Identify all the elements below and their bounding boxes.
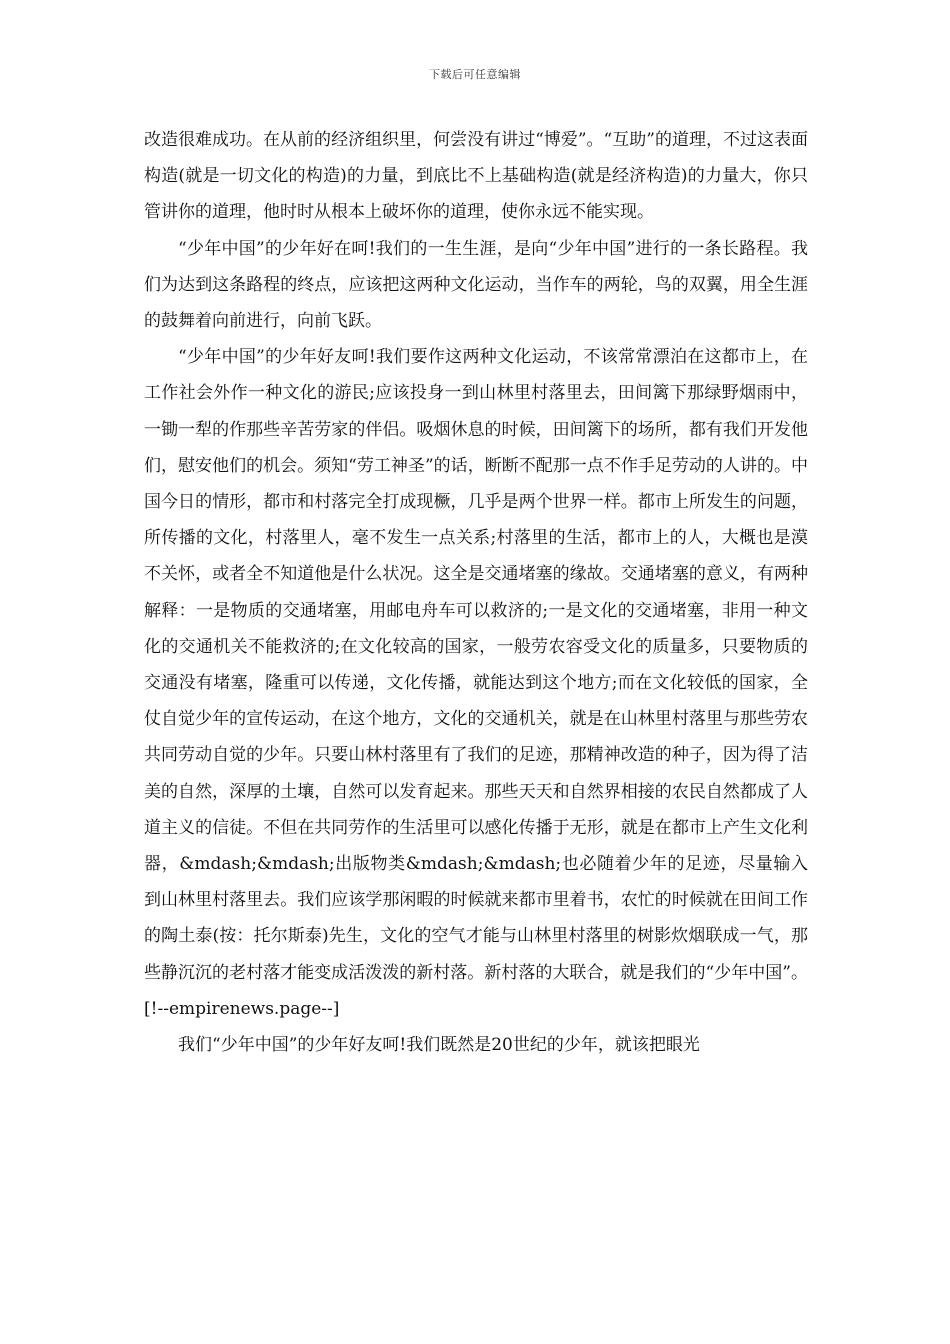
page-header: 下载后可任意编辑: [429, 68, 521, 81]
article-body: [144, 122, 808, 1063]
paragraph-4: 我们“少年中国”的少年好友呵!我们既然是20世纪的少年，就该把眼光: [178, 1035, 700, 1056]
paragraph-3: “少年中国”的少年好友呵!我们要作这两种文化运动，不该常常漂泊在这都市上，在工作社会外作一种文化的游民;应该投身一到山林里村落里去，田间篱下那绿野烟雨中，一锄一犁的作那些辛苦劳家的伴侣。吸烟休息的时候，田间篱下的场所，都有我们开发他们，慰安他们的机会。须知“劳工神圣”的话，断断不配那一点不作手足劳动的人讲的。中国今日的情形，都市和村落完全打成现橛，几乎是两个世界一样。都市上所发生的问题，所传播的文化，村落里人，毫不发生一点关系;村落里的生活，都市上的人，大概也是漠不关怀，或者全不知道他是什么状况。这全是交通堵塞的缘故。交通堵塞的意义，有两种解释：一是物质的交通堵塞，用邮电舟车可以救济的;一是文化的交通堵塞，非用一种文化的交通机关不能救济的;在文化较高的国家，一般劳农容受文化的质量多，只要物质的交通没有堵塞，隆重可以传递，文化传播，就能达到这个地方;而在文化较低的国家，全仗自觉少年的宣传运动，在这个地方，文化的交通机关，就是在山林里村落里与那些劳农共同劳动自觉的少年。只要山林村落里有了我们的足迹，那精神改造的种子，因为得了洁美的自然，深厚的土壤，自然可以发育起来。那些天天和自然界相接的农民自然都成了人道主义的信徒。不但在共同劳作的生活里可以感化传播于无形，就是在都市上产生文化利器，&mdash;&mdash;出版物类&mdash;&mdash;也必随着少年的足迹，尽量输入到山林里村落里去。我们应该学那闲暇的时候就来都市里着书，农忙的时候就在田间工作的陶土泰(按：托尔斯泰)先生，文化的空气才能与山林里村落里的树影炊烟联成一气，那些静沉沉的老村落才能变成活泼泼的新村落。新村落的大联合，就是我们的“少年中国”。[!--empirenews.page--]: [144, 347, 808, 1019]
paragraph-2: “少年中国”的少年好在呵!我们的一生生涯，是向“少年中国”进行的一条长路程。我们为达到这条路程的终点，应该把这两种文化运动，当作车的两轮，鸟的双翼，用全生涯的鼓舞着向前进行，向前飞跃。: [144, 238, 808, 332]
paragraph-1: 改造很难成功。在从前的经济组织里，何尝没有讲过“博爱”。“互助”的道理，不过这表面构造(就是一切文化的构造)的力量，到底比不上基础构造(就是经济构造)的力量大，你只管讲你的道理，他时时从根本上破坏你的道理，使你永远不能实现。: [144, 130, 808, 223]
